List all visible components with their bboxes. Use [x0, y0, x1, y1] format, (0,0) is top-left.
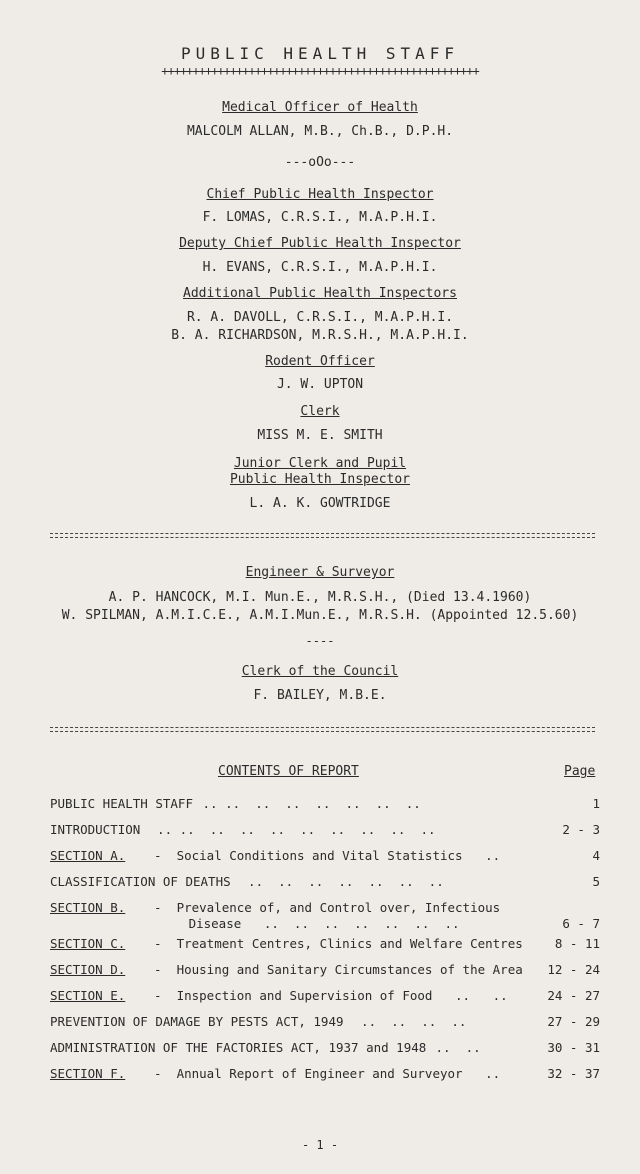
- divider: [50, 537, 595, 538]
- council-clerk-name: F. BAILEY, M.B.E.: [253, 688, 387, 703]
- contents-row-leader: .. .. .. .. .. .. .. .. .. ..: [142, 822, 436, 837]
- page-number: - 1 -: [301, 1138, 339, 1152]
- contents-row-label: SECTION D.: [50, 962, 126, 977]
- clerk-name: MISS M. E. SMITH: [257, 428, 383, 443]
- contents-row-label: SECTION B.: [50, 900, 126, 915]
- contents-title: CONTENTS OF REPORT: [218, 764, 359, 779]
- engineer-line-1: A. P. HANCOCK, M.I. Mun.E., M.R.S.H., (Died 13.4.1960): [108, 590, 532, 605]
- aphi-title: Additional Public Health Inspectors: [183, 286, 457, 301]
- contents-row-page: 32 - 37: [547, 1066, 600, 1081]
- contents-row: [50, 962, 600, 982]
- divider: [50, 533, 595, 534]
- contents-row-label: PREVENTION OF DAMAGE BY PESTS ACT, 1949: [50, 1014, 344, 1029]
- contents-row-description: - Social Conditions and Vital Statistics ..: [154, 848, 501, 863]
- moh-title: Medical Officer of Health: [222, 100, 418, 115]
- aphi-name-1: R. A. DAVOLL, C.R.S.I., M.A.P.H.I.: [186, 310, 454, 325]
- contents-row-leader: .. .. .. .. .. .. .. ..: [195, 796, 421, 811]
- contents-row-description-cont: Disease .. .. .. .. .. .. ..: [166, 916, 460, 931]
- engineer-line-2: W. SPILMAN, A.M.I.C.E., A.M.I.Mun.E., M.R.S.H. (Appointed 12.5.60): [61, 608, 579, 623]
- contents-row-page: 24 - 27: [547, 988, 600, 1003]
- title-ornament: +++++++++++++++++++++++++++++++++++++++++++++++++++: [161, 64, 479, 78]
- page-title: PUBLIC HEALTH STAFF: [180, 44, 460, 63]
- contents-row-page: 12 - 24: [547, 962, 600, 977]
- rodent-title: Rodent Officer: [265, 354, 375, 369]
- contents-row-page: 27 - 29: [547, 1014, 600, 1029]
- contents-row-label: ADMINISTRATION OF THE FACTORIES ACT, 1937 and 1948: [50, 1040, 427, 1055]
- contents-row-page: 1: [592, 796, 600, 811]
- contents-row-label: CLASSIFICATION OF DEATHS: [50, 874, 231, 889]
- contents-row: [50, 1014, 600, 1034]
- contents-row-label: SECTION E.: [50, 988, 126, 1003]
- staff-separator: ---oOo---: [284, 155, 356, 170]
- contents-row: [50, 1040, 600, 1060]
- contents-row: [50, 848, 600, 868]
- contents-row-label: INTRODUCTION: [50, 822, 141, 837]
- contents-page-header: Page: [564, 764, 596, 779]
- contents-row-leader: .. ..: [428, 1040, 481, 1055]
- contents-row-description: - Housing and Sanitary Circumstances of the Area: [154, 962, 523, 977]
- contents-row-page: 5: [592, 874, 600, 889]
- engineer-separator: ----: [305, 634, 335, 648]
- contents-row-page: 8 - 11: [554, 936, 600, 951]
- contents-row-page: 2 - 3: [562, 822, 600, 837]
- rodent-name: J. W. UPTON: [276, 377, 364, 392]
- clerk-title: Clerk: [300, 404, 340, 419]
- divider: [50, 731, 595, 732]
- contents-row-leader: .. .. .. ..: [346, 1014, 467, 1029]
- council-clerk-title: Clerk of the Council: [241, 664, 399, 679]
- contents-row: [50, 874, 600, 894]
- cphi-title: Chief Public Health Inspector: [206, 187, 434, 202]
- junior-title-2: Public Health Inspector: [229, 472, 410, 487]
- contents-row: [50, 796, 600, 816]
- dcphi-name: H. EVANS, C.R.S.I., M.A.P.H.I.: [202, 260, 438, 275]
- junior-title-1: Junior Clerk and Pupil: [233, 456, 407, 471]
- cphi-name: F. LOMAS, C.R.S.I., M.A.P.H.I.: [202, 210, 438, 225]
- contents-row-description: - Treatment Centres, Clinics and Welfare Centres: [154, 936, 523, 951]
- moh-name: MALCOLM ALLAN, M.B., Ch.B., D.P.H.: [186, 124, 454, 139]
- contents-row-label: SECTION C.: [50, 936, 126, 951]
- junior-name: L. A. K. GOWTRIDGE: [249, 496, 391, 511]
- contents-row-leader: .. .. .. .. .. .. ..: [233, 874, 444, 889]
- contents-row-description: - Prevalence of, and Control over, Infectious: [154, 900, 501, 915]
- contents-row-description: - Inspection and Supervision of Food .. ..: [154, 988, 508, 1003]
- contents-row-page: 6 - 7: [562, 916, 600, 931]
- contents-row-description: - Annual Report of Engineer and Surveyor ..: [154, 1066, 501, 1081]
- aphi-name-2: B. A. RICHARDSON, M.R.S.H., M.A.P.H.I.: [171, 328, 469, 343]
- dcphi-title: Deputy Chief Public Health Inspector: [179, 236, 461, 251]
- contents-row: [50, 1066, 600, 1086]
- contents-row: [50, 988, 600, 1008]
- contents-row-label: PUBLIC HEALTH STAFF: [50, 796, 193, 811]
- contents-row: [50, 936, 600, 956]
- contents-row: [50, 822, 600, 842]
- contents-row-page: 4: [592, 848, 600, 863]
- contents-row-page: 30 - 31: [547, 1040, 600, 1055]
- contents-row-label: SECTION A.: [50, 848, 126, 863]
- engineer-title: Engineer & Surveyor: [245, 565, 395, 580]
- divider: [50, 727, 595, 728]
- contents-row: [50, 900, 600, 931]
- contents-row-label: SECTION F.: [50, 1066, 126, 1081]
